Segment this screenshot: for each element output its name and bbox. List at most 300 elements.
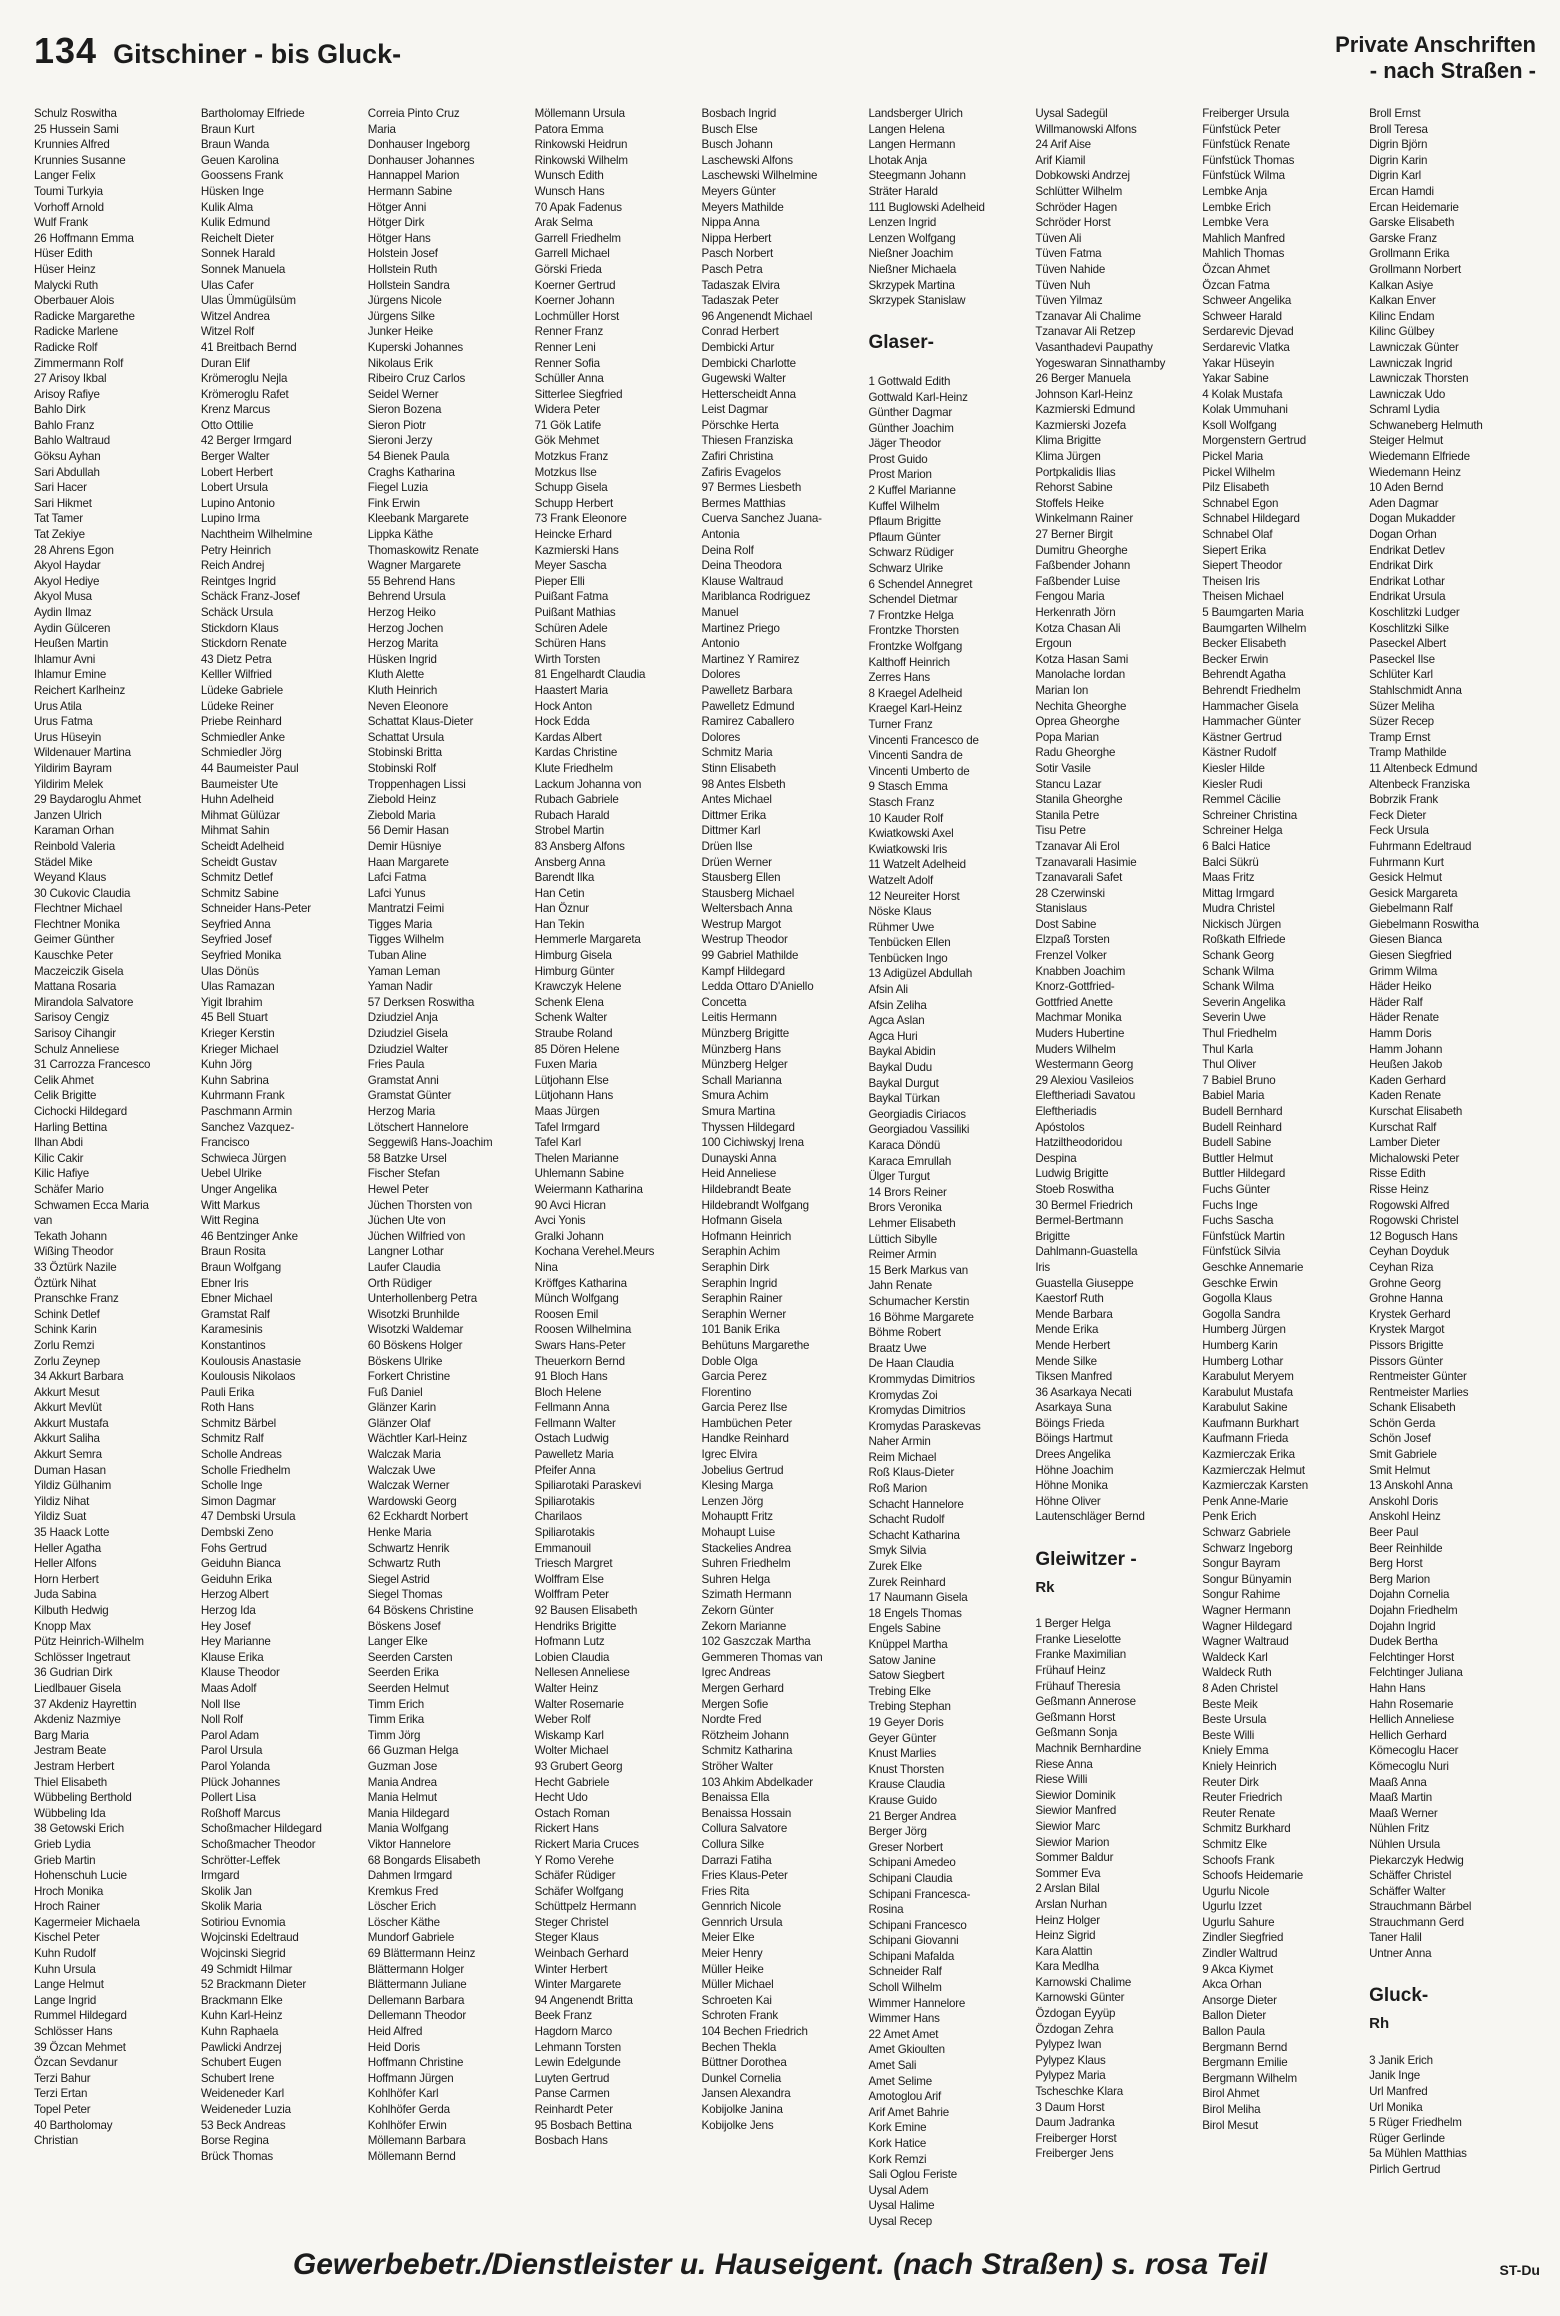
directory-entry: Antes Michael <box>701 793 772 807</box>
directory-entry: Stoeb Roswitha <box>1035 1182 1114 1196</box>
directory-entry: Satow Janine <box>868 1653 936 1667</box>
directory-entry: Emmanouil <box>534 1541 591 1555</box>
directory-entry: 85 Dören Helene <box>534 1042 620 1056</box>
directory-entry: Motzkus Franz <box>534 450 609 464</box>
directory-entry: Mende Silke <box>1035 1354 1097 1368</box>
directory-entry: 66 Guzman Helga <box>367 1744 459 1758</box>
directory-entry: Schlütter Wilhelm <box>1035 184 1123 198</box>
directory-entry: Hollstein Ruth <box>367 262 438 276</box>
directory-entry: Hötger Anni <box>367 200 427 214</box>
directory-entry: Liedlbauer Gisela <box>34 1681 121 1695</box>
directory-entry: Sommer Baldur <box>1035 1851 1114 1865</box>
directory-entry: Songur Bünyamin <box>1202 1572 1292 1586</box>
directory-entry: Igrec Andreas <box>701 1666 771 1680</box>
directory-entry: Karnowski Günter <box>1035 1991 1125 2005</box>
directory-column <box>34 106 195 2230</box>
directory-entry: Heid Doris <box>367 2040 420 2054</box>
directory-entry: Naher Armin <box>868 1435 931 1449</box>
directory-entry: Greser Norbert <box>868 1840 943 1854</box>
directory-entry: Schreiner Helga <box>1202 824 1283 838</box>
directory-entry: Conrad Herbert <box>701 325 779 339</box>
directory-entry: Budell Reinhard <box>1202 1120 1282 1134</box>
directory-entry: Schlösser Ingetraut <box>34 1650 131 1664</box>
directory-entry: Ebner Michael <box>200 1292 273 1306</box>
directory-entry: Klause Theodor <box>200 1666 280 1680</box>
directory-entry: Schupp Gisela <box>534 481 608 495</box>
directory-entry: Zindler Siegfried <box>1202 1931 1284 1945</box>
directory-entry: Grohne Georg <box>1369 1276 1441 1290</box>
directory-entry: Sieron Piotr <box>367 418 426 432</box>
directory-entry: Rüger Gerlinde <box>1369 2131 1445 2145</box>
directory-entry: Martinez Y Ramirez <box>701 652 800 666</box>
directory-entry: Mirandola Salvatore <box>34 995 134 1009</box>
directory-entry: Fuhrmann Kurt <box>1369 855 1444 869</box>
directory-entry: Christian <box>34 2134 78 2148</box>
directory-entry: Nippa Herbert <box>701 231 772 245</box>
directory-entry: Kilic Cakir <box>34 1151 84 1165</box>
directory-entry: Francisco <box>200 1136 250 1150</box>
directory-entry: Viktor Hannelore <box>367 1837 451 1851</box>
directory-entry: Herzog Maria <box>367 1105 435 1118</box>
directory-entry: Özdogan Zehra <box>1035 2022 1114 2036</box>
directory-entry: Urus Hüseyin <box>34 730 102 744</box>
directory-entry: Penk Anne-Marie <box>1202 1494 1289 1508</box>
directory-entry: Akkurt Mevlüt <box>34 1401 102 1415</box>
directory-entry: Szimath Hermann <box>701 1588 792 1602</box>
directory-entry: Heinz Holger <box>1035 1913 1100 1927</box>
directory-entry: Höhne Oliver <box>1035 1494 1101 1508</box>
directory-entry: Feck Ursula <box>1369 824 1429 838</box>
directory-entry: Aden Dagmar <box>1369 496 1439 510</box>
directory-entry: Stanislaus <box>1035 902 1087 916</box>
directory-entry: Fuxen Maria <box>534 1058 597 1072</box>
directory-entry: Goossens Frank <box>200 169 284 183</box>
directory-entry: Geyer Günter <box>868 1731 937 1745</box>
directory-entry: Langner Lothar <box>367 1245 444 1259</box>
directory-entry: Ülger Turgut <box>868 1170 930 1184</box>
directory-entry: Vasanthadevi Paupathy <box>1035 340 1153 354</box>
directory-column <box>535 106 696 2230</box>
directory-entry: Bermes Matthias <box>701 496 786 510</box>
directory-entry: Schnabel Egon <box>1202 496 1279 510</box>
directory-entry: 104 Bechen Friedrich <box>701 2025 808 2039</box>
directory-entry: Braun Wanda <box>200 138 270 152</box>
directory-entry: Thiel Elisabeth <box>34 1775 108 1789</box>
directory-entry: Wulf Frank <box>34 216 88 230</box>
directory-entry: Yogeswaran Sinnathamby <box>1035 356 1166 370</box>
directory-entry: Smura Martina <box>701 1105 775 1118</box>
directory-entry: Zurek Elke <box>868 1560 922 1574</box>
directory-entry: Cuerva Sanchez Juana- <box>701 512 822 526</box>
directory-entry: Pawelletz Maria <box>534 1448 614 1462</box>
directory-entry: Endrikat Dirk <box>1369 559 1433 573</box>
directory-entry: 28 Ahrens Egon <box>34 543 114 557</box>
directory-entry: Gesick Helmut <box>1369 871 1442 885</box>
directory-entry: Zafiri Christina <box>701 450 774 464</box>
directory-entry: Akkurt Semra <box>34 1448 102 1462</box>
directory-entry: Becker Erwin <box>1202 652 1269 666</box>
directory-entry: Böings Frieda <box>1035 1416 1105 1430</box>
directory-entry: Mania Wolfgang <box>367 1822 449 1836</box>
directory-entry: Yildiz Nihat <box>34 1494 90 1508</box>
directory-entry: Georgiadou Vassiliki <box>868 1123 970 1137</box>
directory-entry: Langer Felix <box>34 169 96 183</box>
directory-entry: Ulas Cafer <box>200 278 254 292</box>
directory-entry: Hofmann Lutz <box>534 1635 605 1649</box>
directory-entry: Prost Guido <box>868 452 928 466</box>
directory-entry: Winter Margarete <box>534 1978 622 1992</box>
directory-entry: Igrec Elvira <box>701 1448 758 1462</box>
directory-entry: Braatz Uwe <box>868 1341 927 1355</box>
directory-entry: Motzkus Ilse <box>534 465 597 479</box>
directory-entry: Thiesen Franziska <box>701 434 793 448</box>
directory-entry: Geschke Erwin <box>1202 1276 1278 1290</box>
directory-entry: 4 Kolak Mustafa <box>1202 387 1283 401</box>
directory-entry: Lötschert Hannelore <box>367 1120 469 1134</box>
directory-entry: Wardowski Georg <box>367 1494 457 1508</box>
directory-entry: Ulas Ümmügülsüm <box>200 294 296 308</box>
directory-entry: Krause Guido <box>868 1793 937 1807</box>
directory-entry: Yildirim Bayram <box>34 761 112 775</box>
directory-entry: Pawlicki Andrzej <box>200 2040 282 2054</box>
directory-entry: 44 Baumeister Paul <box>200 761 299 775</box>
directory-entry: Rummel Hildegard <box>34 2009 127 2023</box>
directory-entry: Schank Elisabeth <box>1369 1401 1456 1415</box>
directory-entry: Nechita Gheorghe <box>1035 699 1127 713</box>
directory-entry: Lembke Erich <box>1202 200 1271 214</box>
directory-entry: Fünfstück Martin <box>1202 1229 1285 1243</box>
directory-entry: Spiliarotakis <box>534 1526 595 1540</box>
directory-entry: Ballon Dieter <box>1202 2009 1266 2023</box>
directory-entry: Gogolla Sandra <box>1202 1307 1280 1321</box>
directory-entry: Terzi Bahur <box>34 2071 91 2085</box>
directory-entry: Schenk Walter <box>534 1011 608 1025</box>
directory-entry: 11 Altenbeck Edmund <box>1369 761 1478 775</box>
directory-entry: Knopp Max <box>34 1619 91 1633</box>
directory-entry: Kilinc Endam <box>1369 309 1435 323</box>
directory-entry: Schoofs Heidemarie <box>1202 1869 1304 1883</box>
directory-entry: Wolffram Else <box>534 1572 604 1586</box>
directory-entry: Giesen Bianca <box>1369 933 1442 947</box>
directory-entry: Dunayski Anna <box>701 1151 777 1165</box>
directory-entry: Walczak Maria <box>367 1448 441 1462</box>
directory-entry: Ludwig Brigitte <box>1035 1167 1109 1181</box>
directory-entry: Han Cetin <box>534 886 585 900</box>
directory-entry: Endrikat Ursula <box>1369 590 1446 604</box>
directory-entry: Mattana Rosaria <box>34 980 117 994</box>
directory-entry: Fuhrmann Edeltraud <box>1369 839 1472 853</box>
directory-entry: Schwarz Gabriele <box>1202 1526 1291 1540</box>
directory-entry: Langer Elke <box>367 1635 428 1649</box>
directory-entry: 41 Breitbach Bernd <box>200 340 297 354</box>
directory-entry: Hewel Peter <box>367 1182 429 1196</box>
directory-entry: Nippa Anna <box>701 216 760 230</box>
directory-entry: Bahlo Dirk <box>34 403 86 417</box>
directory-entry: Holstein Josef <box>367 247 438 261</box>
directory-entry: Häder Renate <box>1369 1011 1439 1025</box>
directory-entry: Lobien Claudia <box>534 1650 610 1664</box>
directory-entry: Irmgard <box>200 1869 240 1883</box>
directory-entry: 6 Balci Hatice <box>1202 839 1271 853</box>
directory-entry: 35 Haack Lotte <box>34 1526 110 1540</box>
directory-entry: Lippka Käthe <box>367 528 434 542</box>
directory-entry: Dobkowski Andrzej <box>1035 169 1130 183</box>
directory-entry: Lackum Johanna von <box>534 777 642 791</box>
directory-entry: Troppenhagen Lissi <box>367 777 466 791</box>
directory-entry: 92 Bausen Elisabeth <box>534 1604 638 1617</box>
directory-entry: Mittag Irmgard <box>1202 886 1275 900</box>
directory-entry: Grimm Wilma <box>1369 964 1438 978</box>
directory-entry: Flechtner Monika <box>34 917 120 931</box>
directory-entry: Lenzen Jörg <box>701 1494 764 1508</box>
directory-entry: Giebelmann Ralf <box>1369 902 1453 916</box>
directory-entry: Paschmann Armin <box>200 1105 292 1118</box>
directory-entry: Yaman Leman <box>367 964 441 978</box>
directory-entry: Toumi Turkyia <box>34 184 103 198</box>
directory-entry: 97 Bermes Liesbeth <box>701 481 802 495</box>
directory-entry: Reichert Karlheinz <box>34 683 126 697</box>
directory-entry: Witzel Rolf <box>200 325 255 339</box>
directory-entry: Asarkaya Suna <box>1035 1401 1112 1415</box>
directory-entry: Pasch Petra <box>701 262 763 276</box>
directory-entry: Siewior Manfred <box>1035 1804 1117 1818</box>
directory-entry: Thyssen Hildegard <box>701 1120 795 1134</box>
directory-entry: Zekorn Marianne <box>701 1619 787 1633</box>
spacer <box>868 358 1029 374</box>
directory-entry: Schnabel Olaf <box>1202 528 1273 542</box>
directory-entry: Lewin Edelgunde <box>534 2056 621 2070</box>
directory-entry: Weinbach Gerhard <box>534 1947 629 1961</box>
directory-entry: Berg Horst <box>1369 1557 1423 1571</box>
directory-entry: Ilhan Abdi <box>34 1136 83 1150</box>
directory-column <box>1369 106 1530 2230</box>
directory-entry: Schubert Eugen <box>200 2056 282 2070</box>
directory-column <box>1202 106 1363 2230</box>
directory-entry: Bosbach Hans <box>534 2134 608 2148</box>
directory-entry: 10 Aden Bernd <box>1369 481 1444 495</box>
directory-entry: 33 Öztürk Nazile <box>34 1260 117 1274</box>
directory-entry: Trebing Stephan <box>868 1700 951 1714</box>
directory-entry: Ostach Ludwig <box>534 1432 609 1446</box>
directory-entry: Behrendt Friedhelm <box>1202 683 1301 697</box>
directory-entry: 93 Grubert Georg <box>534 1759 623 1773</box>
directory-entry: Pirlich Gertrud <box>1369 2163 1441 2176</box>
directory-entry: Heußen Martin <box>34 637 109 651</box>
directory-entry: Flechtner Michael <box>34 902 123 916</box>
directory-entry: Url Monika <box>1369 2100 1423 2114</box>
directory-entry: Beste Ursula <box>1202 1713 1267 1727</box>
directory-entry: Witt Markus <box>200 1198 260 1212</box>
directory-entry: Jüchen Ute von <box>367 1214 446 1228</box>
directory-entry: Hoffmann Christine <box>367 2056 464 2070</box>
directory-entry: Benaissa Hossain <box>701 1806 792 1820</box>
directory-entry: Lembke Vera <box>1202 216 1269 230</box>
directory-entry: Reuter Renate <box>1202 1806 1276 1820</box>
directory-entry: Thul Oliver <box>1202 1058 1257 1072</box>
directory-entry: Akyol Hediye <box>34 574 100 588</box>
directory-entry: Dumitru Gheorghe <box>1035 543 1128 557</box>
directory-entry: Digrin Karin <box>1369 153 1428 167</box>
directory-entry: Felchtinger Juliana <box>1369 1666 1463 1680</box>
directory-entry: Wisotzki Brunhilde <box>367 1307 460 1321</box>
directory-entry: Straube Roland <box>534 1027 613 1041</box>
directory-entry: Schank Wilma <box>1202 980 1274 994</box>
directory-entry: Kwiatkowski Iris <box>868 842 948 856</box>
directory-entry: Humberg Karin <box>1202 1338 1278 1352</box>
directory-entry: Herzog Marita <box>367 637 438 651</box>
directory-entry: Kulik Alma <box>200 200 253 214</box>
directory-entry: Schäfer Rüdiger <box>534 1869 616 1883</box>
directory-entry: Barg Maria <box>34 1728 89 1742</box>
directory-entry: Schubert Irene <box>200 2071 275 2085</box>
directory-entry: Beek Franz <box>534 2009 592 2023</box>
directory-entry: Schink Karin <box>34 1323 97 1337</box>
directory-entry: Hey Marianne <box>200 1635 271 1649</box>
directory-entry: Meyers Günter <box>701 184 776 198</box>
directory-entry: Gennrich Nicole <box>701 1900 782 1914</box>
directory-entry: Hagdorn Marco <box>534 2025 612 2039</box>
directory-entry: Reinhardt Peter <box>534 2103 613 2116</box>
directory-entry: Kohlhöfer Erwin <box>367 2118 447 2132</box>
directory-entry: Lautenschläger Bernd <box>1035 1510 1145 1524</box>
directory-entry: Bloch Helene <box>534 1385 602 1399</box>
directory-entry: Becker Elisabeth <box>1202 637 1287 651</box>
directory-entry: Thul Karla <box>1202 1042 1254 1056</box>
directory-entry: Ebner Iris <box>200 1276 249 1290</box>
directory-entry: Ercan Heidemarie <box>1369 200 1459 214</box>
directory-entry: Klima Brigitte <box>1035 434 1101 448</box>
directory-entry: Stanila Gheorghe <box>1035 793 1123 807</box>
directory-entry: Westrup Margot <box>701 917 782 931</box>
directory-entry: Rehorst Sabine <box>1035 481 1113 495</box>
directory-entry: Suhren Helga <box>701 1572 771 1586</box>
directory-entry: Hroch Rainer <box>34 1900 100 1914</box>
directory-entry: Pfeifer Anna <box>534 1463 596 1477</box>
directory-entry: Knabben Joachim <box>1035 964 1126 978</box>
directory-entry: Wimmer Hans <box>868 2012 940 2026</box>
directory-entry: Akca Orhan <box>1202 1978 1262 1992</box>
directory-entry: Dojahn Friedhelm <box>1369 1604 1458 1617</box>
directory-entry: Seraphin Werner <box>701 1307 786 1321</box>
directory-entry: Ströher Walter <box>701 1759 774 1773</box>
directory-entry: Dolores <box>701 668 741 682</box>
directory-entry: Hüser Edith <box>34 247 93 261</box>
directory-entry: Brigitte <box>1035 1229 1070 1243</box>
directory-columns <box>34 106 1530 2228</box>
directory-entry: Nellesen Anneliese <box>534 1666 630 1680</box>
directory-entry: Kromydas Dimitrios <box>868 1404 966 1418</box>
directory-entry: Öztürk Nihat <box>34 1276 97 1290</box>
directory-entry: Guastella Giuseppe <box>1035 1276 1134 1290</box>
directory-entry: Kuhn Ursula <box>34 1962 96 1976</box>
directory-entry: Juda Sabina <box>34 1588 97 1602</box>
directory-entry: Koschlitzki Ludger <box>1369 606 1460 619</box>
directory-entry: Bahlo Waltraud <box>34 434 111 448</box>
directory-entry: Berger Walter <box>200 450 270 464</box>
directory-entry: Lüttich Sibylle <box>868 1232 937 1246</box>
directory-entry: Schraml Lydia <box>1369 403 1440 417</box>
directory-entry: Schmitz Ralf <box>200 1432 264 1446</box>
directory-entry: Schüttpelz Hermann <box>534 1900 637 1914</box>
directory-entry: Seyfried Josef <box>200 933 272 947</box>
directory-entry: Gramstat Günter <box>367 1089 452 1103</box>
directory-entry: Portpkalidis Ilias <box>1035 465 1116 479</box>
directory-entry: Geßmann Sonja <box>1035 1726 1118 1740</box>
directory-entry: Forkert Christine <box>367 1370 451 1384</box>
directory-entry: Malycki Ruth <box>34 278 98 292</box>
directory-entry: Timm Erika <box>367 1713 424 1727</box>
directory-entry: Arisoy Rafiye <box>34 387 100 401</box>
directory-entry: Iris <box>1035 1260 1050 1274</box>
directory-entry: Pawelletz Edmund <box>701 699 795 713</box>
district-code: Rk <box>1035 1578 1055 1596</box>
directory-entry: Sträter Harald <box>868 184 938 198</box>
directory-entry: Drees Angelika <box>1035 1448 1111 1462</box>
directory-entry: Heller Agatha <box>34 1541 102 1555</box>
directory-entry: Geuen Karolina <box>200 153 279 167</box>
directory-entry: Garske Elisabeth <box>1369 216 1455 230</box>
directory-entry: 9 Stasch Emma <box>868 780 948 794</box>
directory-entry: Pollert Lisa <box>200 1791 256 1805</box>
directory-entry: Pylypez Iwan <box>1035 2038 1102 2052</box>
directory-entry: Manolache Iordan <box>1035 668 1125 682</box>
directory-entry: Görski Frieda <box>534 262 602 276</box>
directory-entry: Stausberg Michael <box>701 886 795 900</box>
directory-entry: 17 Naumann Gisela <box>868 1591 968 1605</box>
directory-entry: Smit Helmut <box>1369 1463 1431 1477</box>
directory-entry: Geiduhn Erika <box>200 1572 272 1586</box>
directory-entry: 49 Schmidt Hilmar <box>200 1962 293 1976</box>
directory-entry: 10 Kauder Rolf <box>868 811 943 825</box>
directory-entry: Elzpaß Torsten <box>1035 933 1110 947</box>
directory-entry: Arif Amet Bahrie <box>868 2105 950 2119</box>
directory-entry: Himburg Gisela <box>534 949 612 963</box>
directory-entry: Klima Jürgen <box>1035 450 1101 464</box>
directory-entry: Schneider Ralf <box>868 1965 942 1979</box>
directory-entry: Arif Kiamil <box>1035 153 1086 167</box>
directory-entry: Jäger Theodor <box>868 437 942 451</box>
directory-entry: Faßbender Johann <box>1035 559 1131 573</box>
directory-entry: Kilic Hafiye <box>34 1167 89 1181</box>
directory-entry: Risse Heinz <box>1369 1182 1429 1196</box>
directory-entry: Knorz-Gottfried- <box>1035 980 1115 994</box>
directory-entry: Höhne Monika <box>1035 1479 1108 1493</box>
directory-entry: Kilinc Gülbey <box>1369 325 1435 339</box>
directory-entry: Heinz Sigrid <box>1035 1929 1096 1943</box>
directory-entry: 39 Özcan Mehmet <box>34 2040 126 2054</box>
directory-entry: Meyers Mathilde <box>701 200 784 214</box>
directory-entry: Fries Rita <box>701 1884 750 1898</box>
directory-entry: Dziudziel Gisela <box>367 1027 448 1041</box>
directory-entry: Grieb Lydia <box>34 1837 91 1851</box>
directory-entry: Fuchs Inge <box>1202 1198 1258 1212</box>
directory-entry: Strauchmann Bärbel <box>1369 1900 1472 1914</box>
directory-entry: Schüren Hans <box>534 637 606 651</box>
directory-entry: Tüven Nahide <box>1035 262 1106 276</box>
directory-entry: Craghs Katharina <box>367 465 455 479</box>
directory-entry: Collura Salvatore <box>701 1822 788 1836</box>
directory-entry: Hofmann Gisela <box>701 1214 782 1228</box>
directory-entry: Stobinski Rolf <box>367 761 436 775</box>
directory-entry: Skrzypek Martina <box>868 278 955 292</box>
directory-entry: Karnowski Chalime <box>1035 1975 1132 1989</box>
directory-entry: Spiliarotakis <box>534 1494 595 1508</box>
directory-entry: Pieper Elli <box>534 574 585 588</box>
directory-entry: Amotoglou Arif <box>868 2090 942 2104</box>
directory-entry: Scholle Friedhelm <box>200 1463 291 1477</box>
directory-entry: Ercan Hamdi <box>1369 184 1434 198</box>
directory-entry: Tüven Fatma <box>1035 247 1102 261</box>
